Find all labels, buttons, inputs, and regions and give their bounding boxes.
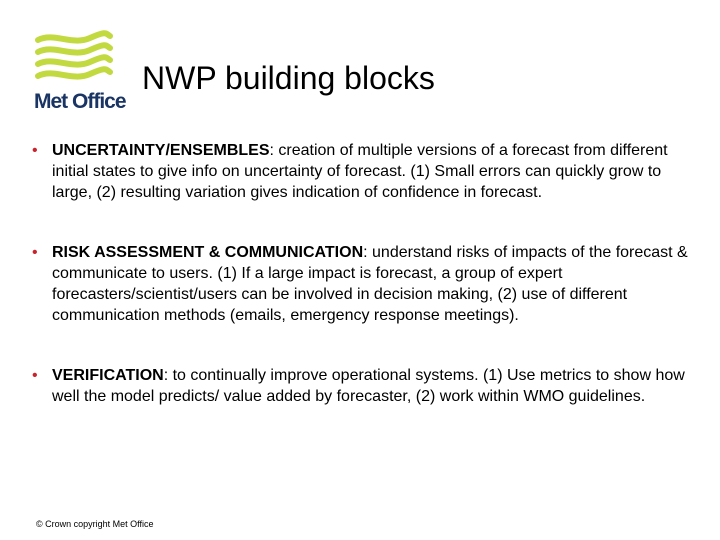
met-office-wave-logo-icon [34,30,114,88]
bullet-text: : creation of multiple versions of a forecast from different initial states to give info on uncertainty of forecast. (1) Small errors can quickly grow to large, (2) resulting variation gives indication of confidence in forecast. [52,142,668,201]
bullet-dot: • [32,142,38,159]
bullet-text: : to continually improve operational systems. (1) Use metrics to show how well the model predicts/ value added by forecaster, (2) work within WMO guidelines. [52,367,685,405]
page-title: NWP building blocks [142,60,435,96]
bullet-dot: • [32,367,38,384]
bullet-dot: • [32,244,38,261]
bullet-text: : understand risks of impacts of the forecast & communicate to users. (1) If a large impact is forecast, a group of expert forecasters/scientist/users can be involved in decision making, (2) use of different communication methods (emails, emergency response meetings). [52,244,688,324]
bullet-heading: VERIFICATION [52,367,164,384]
bullet-heading: UNCERTAINTY/ENSEMBLES [52,142,270,159]
bullet-item-risk [32,242,692,326]
bullet-item-verification [32,365,692,407]
logo-text: Met Office [34,90,126,113]
met-office-logo [22,30,132,115]
copyright-footer: © Crown copyright Met Office [36,519,154,529]
bullet-item-uncertainty [32,140,692,203]
bullet-heading: RISK ASSESSMENT & COMMUNICATION [52,244,364,261]
bullet-list [32,140,692,446]
